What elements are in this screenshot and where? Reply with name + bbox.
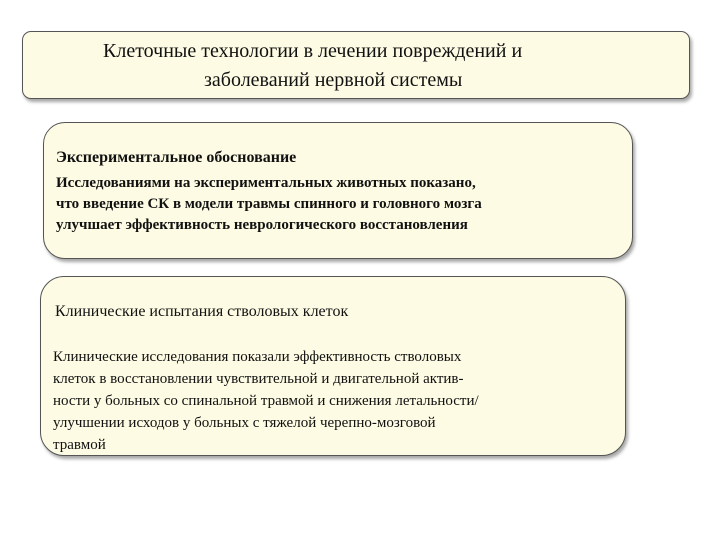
experimental-text-line: что введение СК в модели травмы спинного и головного мозга	[56, 196, 482, 212]
experimental-heading: Экспериментальное обоснование	[56, 149, 297, 166]
clinical-text-line: травмой	[53, 437, 106, 453]
clinical-text-line: ности у больных со спинальной травмой и снижения летальности/	[53, 393, 479, 409]
clinical-text-line: клеток в восстановлении чувствительной и двигательной актив-	[53, 371, 464, 387]
clinical-heading: Клинические испытания стволовых клеток	[55, 303, 349, 320]
slide-title-box	[22, 31, 690, 99]
clinical-text	[53, 346, 479, 456]
experimental-text-line: улучшает эффективность неврологического восстановления	[56, 217, 468, 233]
clinical-text-line: Клинические исследования показали эффективность стволовых	[53, 349, 462, 365]
experimental-text-line: Исследованиями на экспериментальных животных показано,	[56, 175, 476, 191]
slide-title-line-2: заболеваний нервной системы	[204, 69, 463, 91]
clinical-trials-panel	[40, 276, 626, 456]
slide-title-line-1: Клеточные технологии в лечении повреждений и	[103, 40, 523, 62]
experimental-evidence-panel	[43, 122, 633, 259]
clinical-text-line: улучшении исходов у больных с тяжелой черепно-мозговой	[53, 415, 436, 431]
experimental-text	[56, 173, 482, 236]
